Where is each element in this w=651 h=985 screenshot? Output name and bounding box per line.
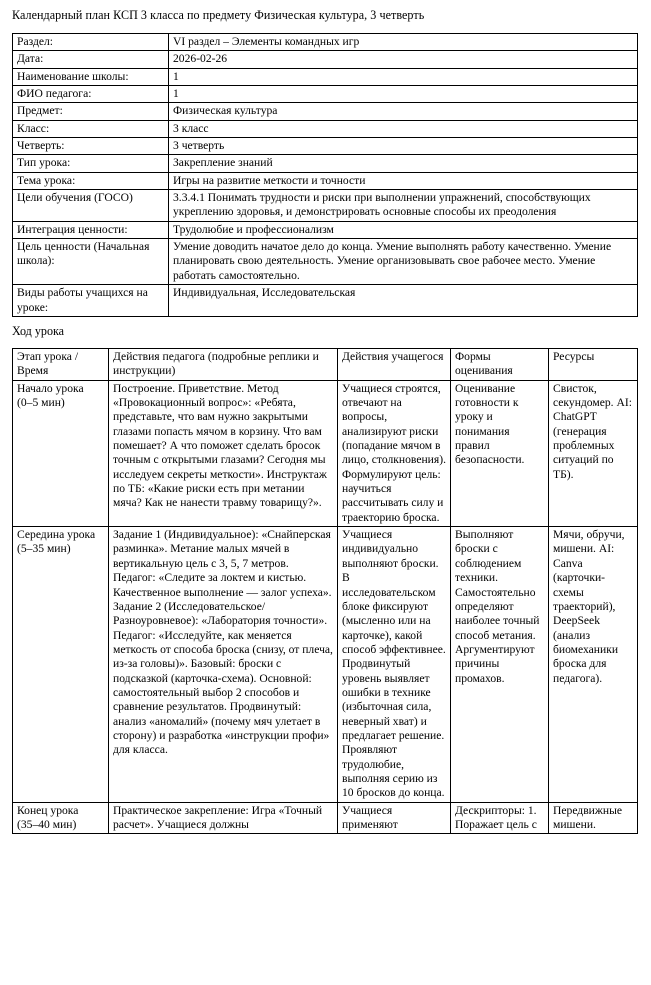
info-row-value: Закрепление знаний — [169, 155, 638, 172]
info-row-value: 2026-02-26 — [169, 51, 638, 68]
info-row-value: 3 класс — [169, 120, 638, 137]
info-row-label: Дата: — [13, 51, 169, 68]
lesson-stage-time: (0–5 мин) — [17, 396, 65, 410]
lesson-stage-name: Конец урока — [17, 803, 79, 817]
table-row — [13, 527, 638, 803]
table-row — [13, 802, 638, 834]
lesson-flow-table — [12, 348, 638, 834]
info-row-value: 1 — [169, 68, 638, 85]
info-row-value: Игры на развитие меткости и точности — [169, 172, 638, 189]
table-row — [13, 34, 638, 51]
info-row-value: Трудолюбие и профессионализм — [169, 221, 638, 238]
column-header-resources: Ресурсы — [549, 349, 638, 381]
column-header-teacher-actions: Действия педагога (подробные реплики и инструкции) — [109, 349, 338, 381]
info-row-label: Четверть: — [13, 138, 169, 155]
table-row — [13, 285, 638, 317]
lesson-teacher-actions-cell: Задание 1 (Индивидуальное): «Снайперская разминка». Метание малых мячей в вертикальную цель с 3, 5, 7 метров. Педагог: «Следите за локтем и кистью. Качественное выполнение — залог успеха». Задание 2 (Исследовательское/Разноуровневое): «Лаборатория точности». Педагог: «Исследуйте, как меняется меткость от способа броска (снизу, от плеча, из-за головы)». Базовый: броски с подсказкой (карточка-схема). Основной: самостоятельный выбор 2 способов и сравнение результатов. Продвинутый: анализ «аномалий» (почему мяч улетает в сторону) и разработка «инструкции профи» для класса. — [109, 527, 338, 803]
lesson-stage-cell — [13, 802, 109, 834]
lesson-stage-cell — [13, 380, 109, 526]
lesson-stage-time: (5–35 мин) — [17, 542, 71, 556]
table-row — [13, 86, 638, 103]
table-row — [13, 221, 638, 238]
lesson-resources-cell: Передвижные мишени. — [549, 802, 638, 834]
info-row-value: 3.3.4.1 Понимать трудности и риски при выполнении упражнений, способствующих укреплению здоровья, и демонстрировать основные способы их преодоления — [169, 190, 638, 222]
column-header-assessment-forms: Формы оценивания — [451, 349, 549, 381]
info-row-value: Физическая культура — [169, 103, 638, 120]
column-header-student-actions: Действия учащегося — [338, 349, 451, 381]
table-row — [13, 190, 638, 222]
lesson-teacher-actions-cell: Практическое закрепление: Игра «Точный расчет». Учащиеся должны — [109, 802, 338, 834]
lesson-assessment-cell: Дескрипторы: 1. Поражает цель с — [451, 802, 549, 834]
table-row — [13, 103, 638, 120]
table-row — [13, 120, 638, 137]
lesson-student-actions-cell: Учащиеся индивидуально выполняют броски. В исследовательском блоке фиксируют (мысленно или на карточке), какой способ эффективнее. Продвинутый уровень выявляет ошибки в технике (избыточная сила, неверный хват) и предлагает решение. Проявляют трудолюбие, выполняя серию из 10 бросков до конца. — [338, 527, 451, 803]
lesson-table-body — [13, 380, 638, 834]
table-row — [13, 239, 638, 285]
info-row-label: Тип урока: — [13, 155, 169, 172]
info-row-value: 3 четверть — [169, 138, 638, 155]
info-row-label: Цель ценности (Начальная школа): — [13, 239, 169, 285]
column-header-stage: Этап урока / Время — [13, 349, 109, 381]
info-row-value: 1 — [169, 86, 638, 103]
info-row-value: VI раздел – Элементы командных игр — [169, 34, 638, 51]
info-row-value: Индивидуальная, Исследовательская — [169, 285, 638, 317]
table-row — [13, 172, 638, 189]
info-row-label: Интеграция ценности: — [13, 221, 169, 238]
lesson-stage-time: (35–40 мин) — [17, 818, 77, 831]
info-table-body — [13, 34, 638, 317]
table-header-row — [13, 349, 638, 381]
section-caption-lesson-flow: Ход урока — [12, 324, 65, 338]
lesson-student-actions-cell: Учащиеся применяют — [338, 802, 451, 834]
lesson-info-table — [12, 33, 638, 317]
info-row-label: Виды работы учащихся на уроке: — [13, 285, 169, 317]
table-row — [13, 380, 638, 526]
lesson-assessment-cell: Оценивание готовности к уроку и понимания правил безопасности. — [451, 380, 549, 526]
table-row — [13, 68, 638, 85]
info-row-label: ФИО педагога: — [13, 86, 169, 103]
lesson-stage-name: Середина урока — [17, 528, 96, 542]
info-row-label: Предмет: — [13, 103, 169, 120]
lesson-teacher-actions-cell: Построение. Приветствие. Метод «Провокационный вопрос»: «Ребята, представьте, что вам нужно закрытыми глазами попасть мячом в корзину. Что вам помешает? А что поможет сделать бросок точным с открытыми глазами? Сегодня мы исследуем секреты меткости». Инструктаж по ТБ: «Какие риски есть при метании мяча? Как не нанести травму товарищу?». — [109, 380, 338, 526]
info-row-value: Умение доводить начатое дело до конца. Умение выполнять работу качественно. Умение планировать свою деятельность. Умение организовывать свое рабочее место. Умение работать самостоятельно. — [169, 239, 638, 285]
lesson-resources-cell: Свисток, секундомер. AI: ChatGPT (генерация проблемных ситуаций по ТБ). — [549, 380, 638, 526]
table-row — [13, 51, 638, 68]
table-row — [13, 138, 638, 155]
info-row-label: Цели обучения (ГОСО) — [13, 190, 169, 222]
info-row-label: Наименование школы: — [13, 68, 169, 85]
lesson-resources-cell: Мячи, обручи, мишени. AI: Canva (карточки-схемы траекторий), DeepSeek (анализ биомеханики броска для педагога). — [549, 527, 638, 803]
lesson-assessment-cell: Выполняют броски с соблюдением техники. Самостоятельно определяют наиболее точный способ метания. Аргументируют причины промахов. — [451, 527, 549, 803]
lesson-table-head — [13, 349, 638, 381]
lesson-student-actions-cell: Учащиеся строятся, отвечают на вопросы, анализируют риски (попадание мячом в лицо, столкновения). Формулируют цель: научиться рассчитывать силу и траекторию броска. — [338, 380, 451, 526]
info-row-label: Тема урока: — [13, 172, 169, 189]
lesson-stage-name: Начало урока — [17, 381, 84, 395]
page-title: Календарный план КСП 3 класса по предмету Физическая культура, 3 четверть — [12, 8, 425, 22]
info-row-label: Раздел: — [13, 34, 169, 51]
lesson-stage-cell — [13, 527, 109, 803]
info-row-label: Класс: — [13, 120, 169, 137]
table-row — [13, 155, 638, 172]
